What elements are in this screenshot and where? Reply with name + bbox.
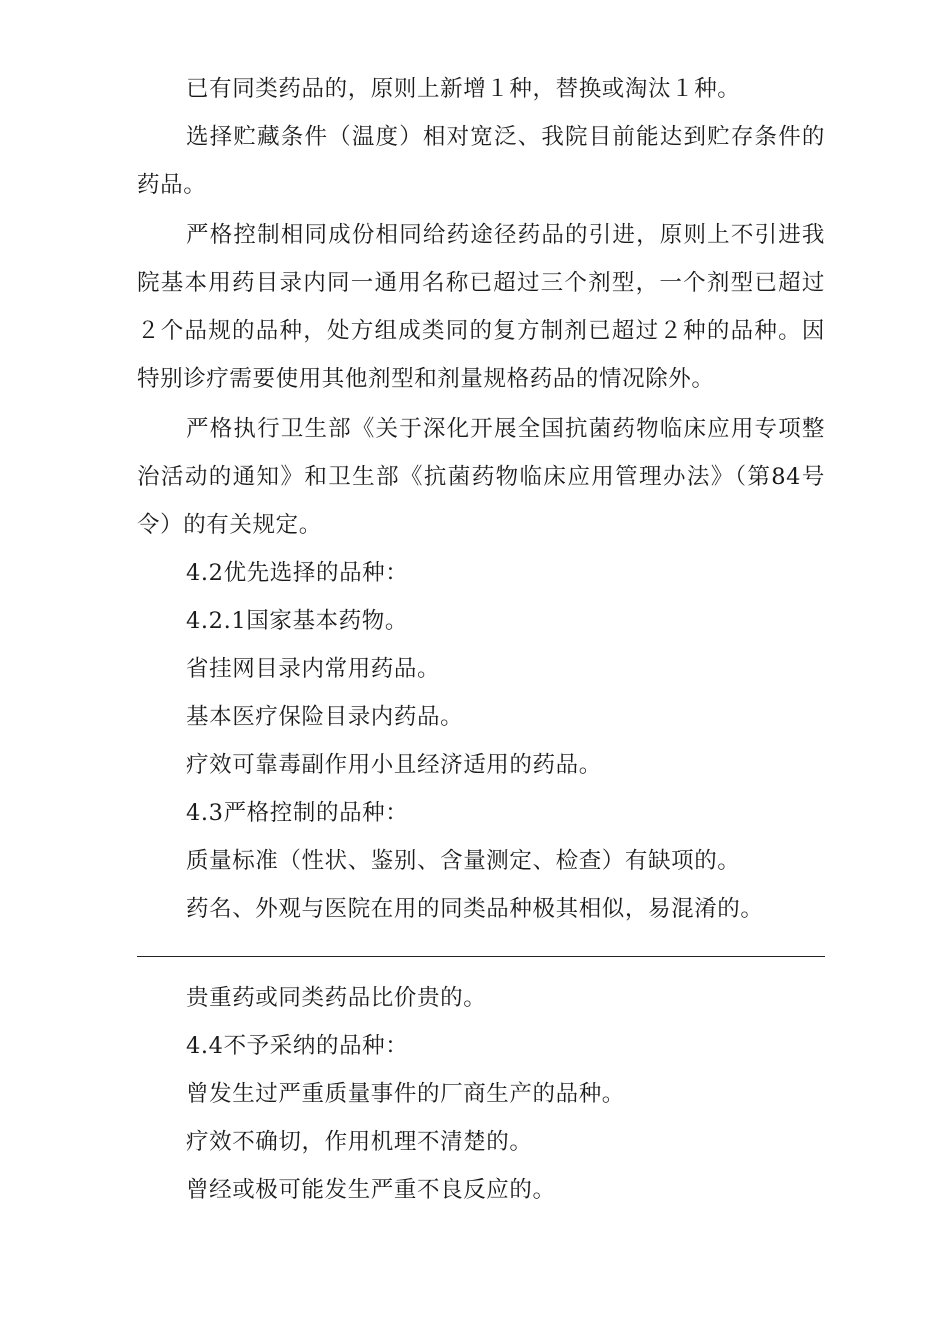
list-item: 质量标准（性状、鉴别、含量测定、检查）有缺项的。 [186,848,741,874]
paragraph: 已有同类药品的，原则上新增１种，替换或淘汰１种。 [186,76,741,102]
section-heading: 4.2优先选择的品种： [186,560,409,586]
list-item: 贵重药或同类药品比价贵的。 [186,985,487,1011]
paragraph: 严格控制相同成份相同给药途径药品的引进，原则上不引进我院基本用药目录内同一通用名称已超过三个剂型，一个剂型已超过２个品规的品种，处方组成类同的复方制剂已超过２种的品种。因特别诊疗需要使用其他剂型和剂量规格药品的情况除外。 [137,222,825,392]
section-heading: 4.4不予采纳的品种： [186,1033,409,1059]
list-item: 药名、外观与医院在用的同类品种极其相似，易混淆的。 [186,896,764,922]
list-item: 基本医疗保险目录内药品。 [186,704,464,730]
list-item: 曾经或极可能发生严重不良反应的。 [186,1177,556,1203]
page-divider [137,956,825,957]
subsection-heading: 4.2.1国家基本药物。 [186,608,408,634]
section-heading: 4.3严格控制的品种： [186,800,409,826]
paragraph: 严格执行卫生部《关于深化开展全国抗菌药物临床应用专项整治活动的通知》和卫生部《抗菌药物临床应用管理办法》（第84号令）的有关规定。 [137,416,825,538]
list-item: 省挂网目录内常用药品。 [186,656,441,682]
list-item: 疗效可靠毒副作用小且经济适用的药品。 [186,752,602,778]
list-item: 曾发生过严重质量事件的厂商生产的品种。 [186,1081,625,1107]
paragraph: 选择贮藏条件（温度）相对宽泛、我院目前能达到贮存条件的药品。 [137,124,825,198]
text-section-lower [137,974,825,1214]
list-item: 疗效不确切，作用机理不清楚的。 [186,1129,533,1155]
text-section-upper [137,65,825,933]
